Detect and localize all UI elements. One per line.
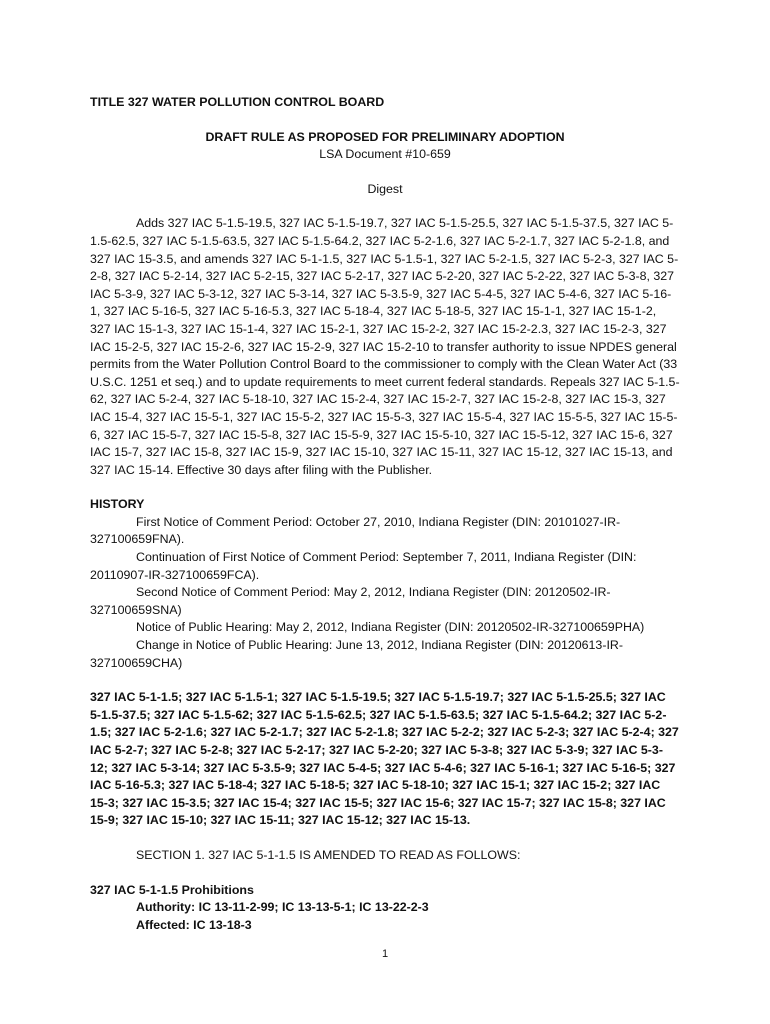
digest-paragraph: Adds 327 IAC 5-1.5-19.5, 327 IAC 5-1.5-19.7, 327 IAC 5-1.5-25.5, 327 IAC 5-1.5-37.5, 327 IAC 5-1.5-62.5, 327 IAC 5-1.5-63.5, 327 IAC 5-1.5-64.2, 327 IAC 5-2-1.6, 327 IAC 5-2-1.7, 327 IAC 5-2-1.8, and 327 IAC 15-3.5, and amends 327 IAC 5-1-1.5, 327 IAC 5-1.5-1, 327 IAC 5-2-1.5, 327 IAC 5-2-3, 327 IAC 5-2-8, 327 IAC 5-2-14, 327 IAC 5-2-15, 327 IAC 5-2-17, 327 IAC 5-2-20, 327 IAC 5-2-22, 327 IAC 5-3-8, 327 IAC 5-3-9, 327 IAC 5-3-12, 327 IAC 5-3-14, 327 IAC 5-3.5-9, 327 IAC 5-4-5, 327 IAC 5-4-6, 327 IAC 5-16-1, 327 IAC 5-16-5, 327 IAC 5-16-5.3, 327 IAC 5-18-4, 327 IAC 5-18-5, 327 IAC 15-1-1, 327 IAC 15-1-2, 327 IAC 15-1-3, 327 IAC 15-1-4, 327 IAC 15-2-1, 327 IAC 15-2-2, 327 IAC 15-2-2.3, 327 IAC 15-2-3, 327 IAC 15-2-5, 327 IAC 15-2-6, 327 IAC 15-2-9, 327 IAC 15-2-10 to transfer authority to issue NPDES general permits from the Water Pollution Control Board to the commissioner to comply with the Clean Water Act (33 U.S.C. 1251 et seq.) and to update requirements to meet current federal standards. Repeals 327 IAC 5-1.5-62, 327 IAC 5-2-4, 327 IAC 5-18-10, 327 IAC 15-2-4, 327 IAC 15-2-7, 327 IAC 15-2-8, 327 IAC 15-3, 327 IAC 15-4, 327 IAC 15-5-1, 327 IAC 15-5-2, 327 IAC 15-5-3, 327 IAC 15-5-4, 327 IAC 15-5-5, 327 IAC 15-5-6, 327 IAC 15-5-7, 327 IAC 15-5-8, 327 IAC 15-5-9, 327 IAC 15-5-10, 327 IAC 15-5-12, 327 IAC 15-6, 327 IAC 15-7, 327 IAC 15-8, 327 IAC 15-9, 327 IAC 15-10, 327 IAC 15-11, 327 IAC 15-12, 327 IAC 15-13, and 327 IAC 15-14. Effective 30 days after filing with the Publisher. bbox=[90, 216, 680, 477]
affected-sections-list: 327 IAC 5-1-1.5; 327 IAC 5-1.5-1; 327 IAC 5-1.5-19.5; 327 IAC 5-1.5-19.7; 327 IAC 5-1.5-25.5; 327 IAC 5-1.5-37.5; 327 IAC 5-1.5-62; 327 IAC 5-1.5-62.5; 327 IAC 5-1.5-63.5; 327 IAC 5-1.5-64.2; 327 IAC 5-2-1.5; 327 IAC 5-2-1.6; 327 IAC 5-2-1.7; 327 IAC 5-2-1.8; 327 IAC 5-2-2; 327 IAC 5-2-3; 327 IAC 5-2-4; 327 IAC 5-2-7; 327 IAC 5-2-8; 327 IAC 5-2-17; 327 IAC 5-2-20; 327 IAC 5-3-8; 327 IAC 5-3-9; 327 IAC 5-3-12; 327 IAC 5-3-14; 327 IAC 5-3.5-9; 327 IAC 5-4-5; 327 IAC 5-4-6; 327 IAC 5-16-1; 327 IAC 5-16-5; 327 IAC 5-16-5.3; 327 IAC 5-18-4; 327 IAC 5-18-5; 327 IAC 5-18-10; 327 IAC 15-1; 327 IAC 15-2; 327 IAC 15-3; 327 IAC 15-3.5; 327 IAC 15-4; 327 IAC 15-5; 327 IAC 15-6; 327 IAC 15-7; 327 IAC 15-8; 327 IAC 15-9; 327 IAC 15-10; 327 IAC 15-11; 327 IAC 15-12; 327 IAC 15-13. bbox=[90, 690, 679, 828]
history-entry: Notice of Public Hearing: May 2, 2012, Indiana Register (DIN: 20120502-IR-327100659PHA) bbox=[136, 620, 645, 635]
history-entry: Second Notice of Comment Period: May 2, 2012, Indiana Register (DIN: 20120502-IR-327100659SNA) bbox=[90, 585, 611, 617]
section-heading: SECTION 1. 327 IAC 5-1-1.5 IS AMENDED TO READ AS FOLLOWS: bbox=[136, 847, 521, 862]
history-entry: Continuation of First Notice of Comment Period: September 7, 2011, Indiana Register (DIN: 20110907-IR-327100659FCA). bbox=[90, 550, 637, 582]
history-list bbox=[90, 514, 680, 672]
lsa-document-number: LSA Document #10-659 bbox=[319, 147, 451, 162]
affected-line: Affected: IC 13-18-3 bbox=[136, 917, 252, 932]
history-entry: First Notice of Comment Period: October 27, 2010, Indiana Register (DIN: 20101027-IR-327100659FNA). bbox=[90, 514, 621, 547]
authority-line: Authority: IC 13-11-2-99; IC 13-13-5-1; IC 13-22-2-3 bbox=[136, 900, 429, 915]
history-heading: HISTORY bbox=[90, 497, 145, 512]
document-body bbox=[90, 94, 680, 934]
document-title: TITLE 327 WATER POLLUTION CONTROL BOARD bbox=[90, 95, 385, 109]
digest-heading: Digest bbox=[367, 181, 403, 196]
draft-rule-heading: DRAFT RULE AS PROPOSED FOR PRELIMINARY ADOPTION bbox=[205, 129, 565, 144]
page-number: 1 bbox=[381, 948, 389, 960]
rule-heading: 327 IAC 5-1-1.5 Prohibitions bbox=[90, 882, 254, 897]
history-entry: Change in Notice of Public Hearing: June 13, 2012, Indiana Register (DIN: 20120613-IR-327100659CHA) bbox=[90, 638, 623, 670]
